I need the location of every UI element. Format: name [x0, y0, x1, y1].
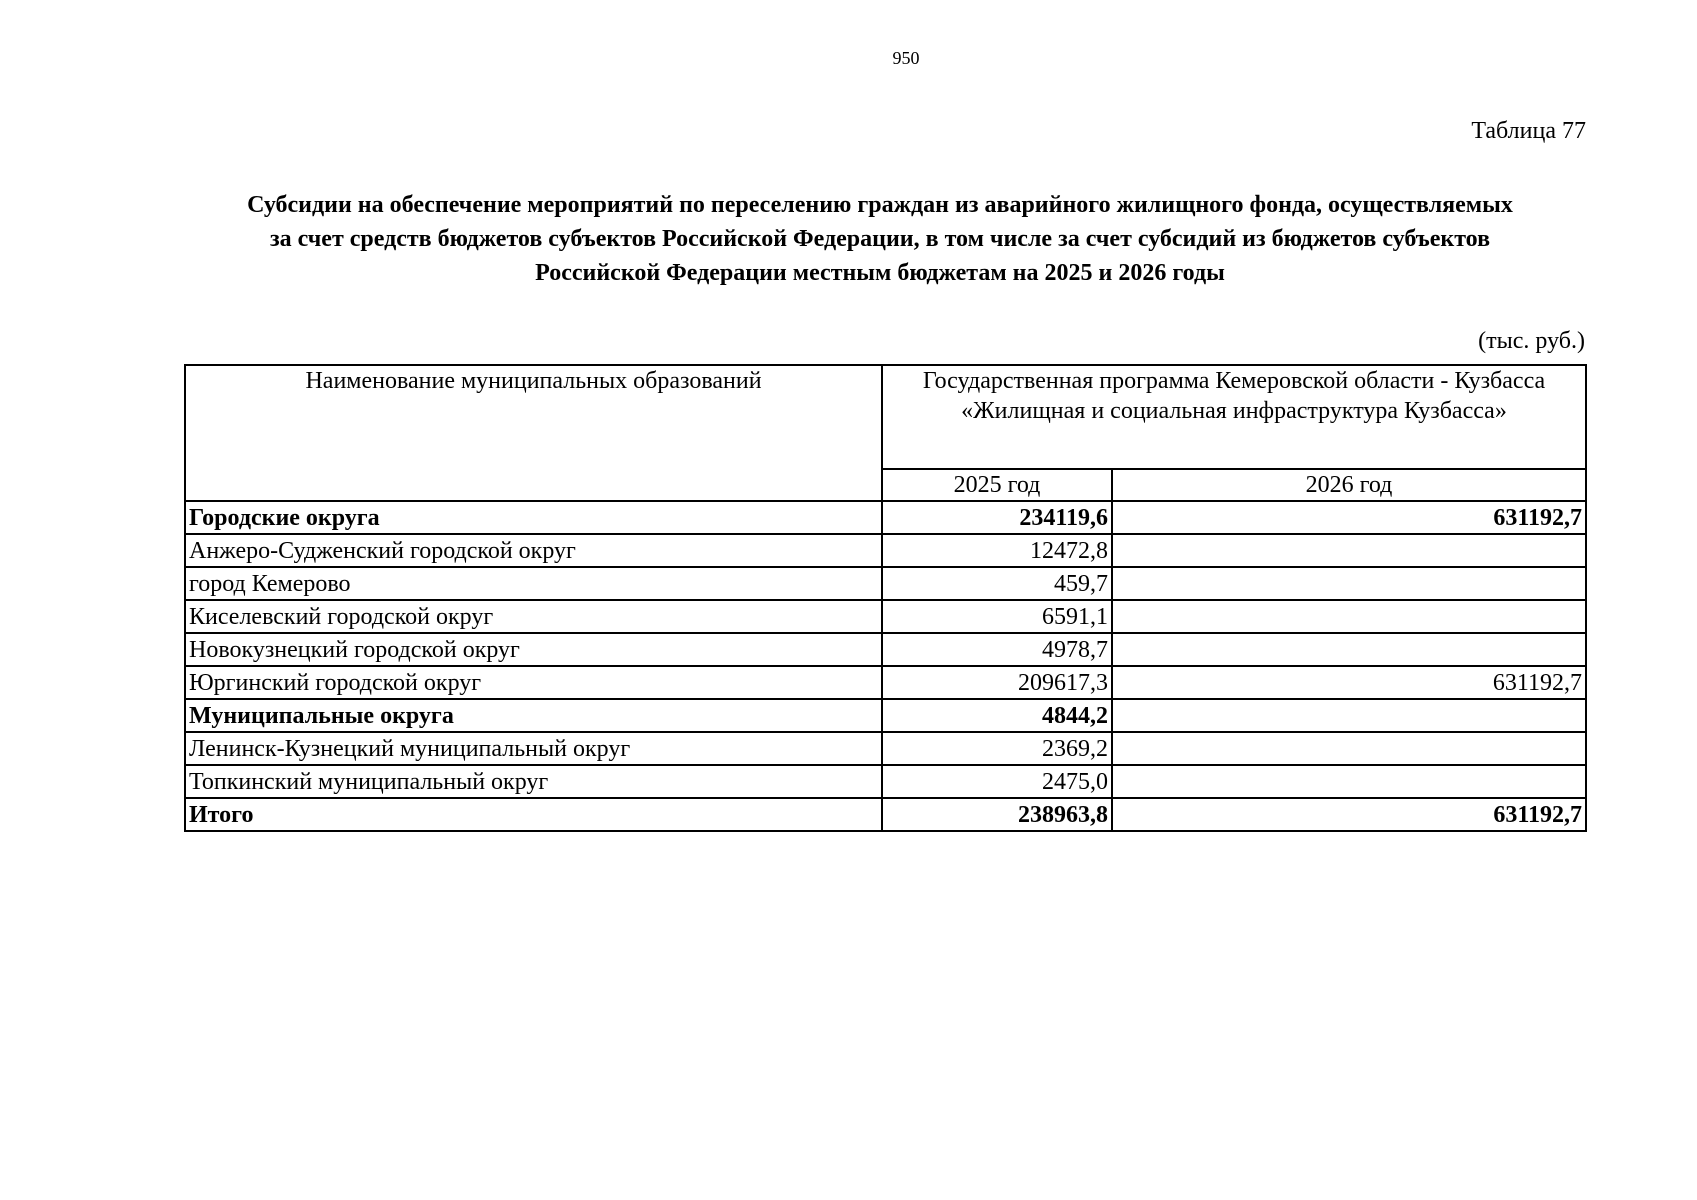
title-line: за счет средств бюджетов субъектов Российской Федерации, в том числе за счет субсидий из бюджетов субъектов: [269, 226, 1491, 252]
row-value-2025: 234119,6: [882, 501, 1112, 534]
row-value-2025: 459,7: [882, 567, 1112, 600]
units-label: (тыс. руб.): [1478, 328, 1585, 354]
row-value-2025: 12472,8: [882, 534, 1112, 567]
row-value-2026: [1112, 534, 1586, 567]
row-value-2025: 238963,8: [882, 798, 1112, 831]
table-row: [185, 600, 1586, 633]
table-label: Таблица 77: [1471, 118, 1586, 144]
row-name: Киселевский городской округ: [185, 600, 882, 633]
page-number: 950: [892, 48, 920, 68]
row-name: Анжеро-Судженский городской округ: [185, 534, 882, 567]
table-row: [185, 765, 1586, 798]
table-row-total: [185, 798, 1586, 831]
table-row: [185, 732, 1586, 765]
table-row-subtotal: [185, 699, 1586, 732]
row-name: Ленинск-Кузнецкий муниципальный округ: [185, 732, 882, 765]
subsidies-table: [184, 364, 1587, 832]
row-value-2026: [1112, 633, 1586, 666]
row-name: Муниципальные округа: [185, 699, 882, 732]
row-name: Итого: [185, 798, 882, 831]
row-value-2025: 209617,3: [882, 666, 1112, 699]
row-value-2025: 4844,2: [882, 699, 1112, 732]
row-name: Городские округа: [185, 501, 882, 534]
row-value-2026: 631192,7: [1112, 666, 1586, 699]
row-value-2025: 2369,2: [882, 732, 1112, 765]
row-value-2026: [1112, 732, 1586, 765]
title-line: Субсидии на обеспечение мероприятий по переселению граждан из аварийного жилищного фонда, осуществляемых: [247, 192, 1513, 218]
header-year-2026: 2026 год: [1112, 469, 1586, 501]
row-value-2026: [1112, 567, 1586, 600]
header-municipality: Наименование муниципальных образований: [185, 365, 882, 501]
row-value-2025: 4978,7: [882, 633, 1112, 666]
row-value-2025: 6591,1: [882, 600, 1112, 633]
header-year-2025: 2025 год: [882, 469, 1112, 501]
document-title: [180, 188, 1580, 290]
row-name: Новокузнецкий городской округ: [185, 633, 882, 666]
header-program-line: Государственная программа Кемеровской области - Кузбасса: [922, 368, 1546, 394]
table-row: [185, 633, 1586, 666]
table-row: [185, 534, 1586, 567]
row-value-2026: [1112, 699, 1586, 732]
row-value-2026: [1112, 765, 1586, 798]
row-name: Юргинский городской округ: [185, 666, 882, 699]
row-value-2026: 631192,7: [1112, 798, 1586, 831]
title-line: Российской Федерации местным бюджетам на 2025 и 2026 годы: [535, 260, 1225, 286]
header-program-line: «Жилищная и социальная инфраструктура Кузбасса»: [961, 398, 1507, 424]
header-program: [882, 365, 1586, 469]
row-value-2025: 2475,0: [882, 765, 1112, 798]
table-row-subtotal: [185, 501, 1586, 534]
row-value-2026: [1112, 600, 1586, 633]
row-value-2026: 631192,7: [1112, 501, 1586, 534]
row-name: город Кемерово: [185, 567, 882, 600]
row-name: Топкинский муниципальный округ: [185, 765, 882, 798]
table-row: [185, 567, 1586, 600]
table-row: [185, 666, 1586, 699]
